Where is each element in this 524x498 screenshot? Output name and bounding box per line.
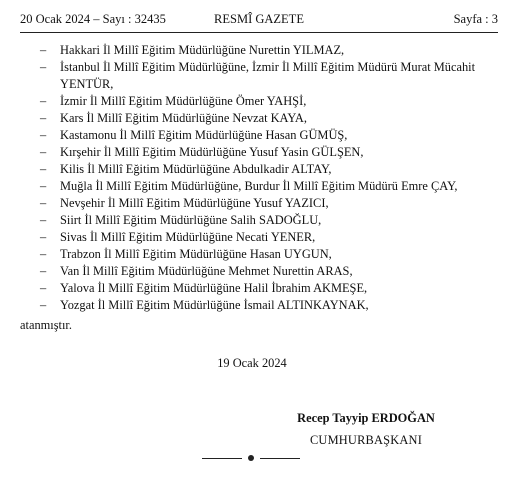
appointment-item: [20, 93, 505, 110]
appointment-text: Kastamonu İl Millî Eğitim Müdürlüğüne Hasan GÜMÜŞ,: [60, 128, 348, 142]
list-dash: –: [40, 230, 47, 244]
appointment-text: Trabzon İl Millî Eğitim Müdürlüğüne Hasan UYGUN,: [60, 247, 332, 261]
list-dash: –: [40, 162, 47, 176]
appointment-item: [20, 178, 505, 195]
list-dash: –: [40, 60, 47, 74]
closing-text: atanmıştır.: [20, 318, 72, 332]
ornament-line-left: [202, 458, 242, 459]
list-dash: –: [40, 43, 47, 57]
appointment-text: Nevşehir İl Millî Eğitim Müdürlüğüne Yusuf YAZICI,: [60, 196, 329, 210]
appointment-item: [20, 42, 505, 59]
appointment-item: [20, 246, 505, 263]
appointment-item: [20, 144, 505, 161]
appointment-item: [20, 161, 505, 178]
appointment-item: [20, 195, 505, 212]
list-dash: –: [40, 145, 47, 159]
list-dash: –: [40, 111, 47, 125]
decree-date: 19 Ocak 2024: [217, 356, 287, 370]
list-dash: –: [40, 128, 47, 142]
page-header: [20, 12, 498, 28]
list-dash: –: [40, 247, 47, 261]
page-number: Sayfa : 3: [453, 12, 498, 26]
appointment-text: Yozgat İl Millî Eğitim Müdürlüğüne İsmail ALTINKAYNAK,: [60, 298, 369, 312]
issue-date-number: 20 Ocak 2024 – Sayı : 32435: [20, 12, 166, 26]
appointment-text: Van İl Millî Eğitim Müdürlüğüne Mehmet Nurettin ARAS,: [60, 264, 353, 278]
appointment-item: [20, 59, 505, 93]
gazette-title: RESMÎ GAZETE: [214, 12, 304, 26]
signer-name: Recep Tayyip ERDOĞAN: [297, 411, 435, 425]
appointment-text: İstanbul İl Millî Eğitim Müdürlüğüne, İzmir İl Millî Eğitim Müdürü Murat Mücahit YENTÜR,: [60, 60, 476, 91]
appointment-text: İzmir İl Millî Eğitim Müdürlüğüne Ömer YAHŞİ,: [60, 94, 307, 108]
appointment-item: [20, 280, 505, 297]
appointment-text: Kırşehir İl Millî Eğitim Müdürlüğüne Yusuf Yasin GÜLŞEN,: [60, 145, 364, 159]
appointment-list: [20, 42, 505, 314]
appointment-text: Muğla İl Millî Eğitim Müdürlüğüne, Burdur İl Millî Eğitim Müdürü Emre ÇAY,: [60, 179, 458, 193]
signer-title: CUMHURBAŞKANI: [309, 433, 423, 447]
appointment-text: Siirt İl Millî Eğitim Müdürlüğüne Salih SADOĞLU,: [60, 213, 322, 227]
appointment-text: Sivas İl Millî Eğitim Müdürlüğüne Necati YENER,: [60, 230, 316, 244]
appointment-text: Hakkari İl Millî Eğitim Müdürlüğüne Nurettin YILMAZ,: [60, 43, 345, 57]
appointment-item: [20, 212, 505, 229]
list-dash: –: [40, 281, 47, 295]
header-divider: [20, 32, 498, 33]
appointment-text: Kars İl Millî Eğitim Müdürlüğüne Nevzat KAYA,: [60, 111, 307, 125]
list-dash: –: [40, 264, 47, 278]
end-ornament: [202, 450, 302, 464]
appointment-item: [20, 229, 505, 246]
appointment-item: [20, 110, 505, 127]
list-dash: –: [40, 179, 47, 193]
list-dash: –: [40, 213, 47, 227]
list-dash: –: [40, 94, 47, 108]
appointment-item: [20, 263, 505, 280]
ornament-dot: [248, 455, 254, 461]
appointment-text: Yalova İl Millî Eğitim Müdürlüğüne Halil İbrahim AKMEŞE,: [60, 281, 368, 295]
ornament-line-right: [260, 458, 300, 459]
appointment-item: [20, 297, 505, 314]
appointment-item: [20, 127, 505, 144]
appointment-text: Kilis İl Millî Eğitim Müdürlüğüne Abdulkadir ALTAY,: [60, 162, 332, 176]
list-dash: –: [40, 298, 47, 312]
list-dash: –: [40, 196, 47, 210]
